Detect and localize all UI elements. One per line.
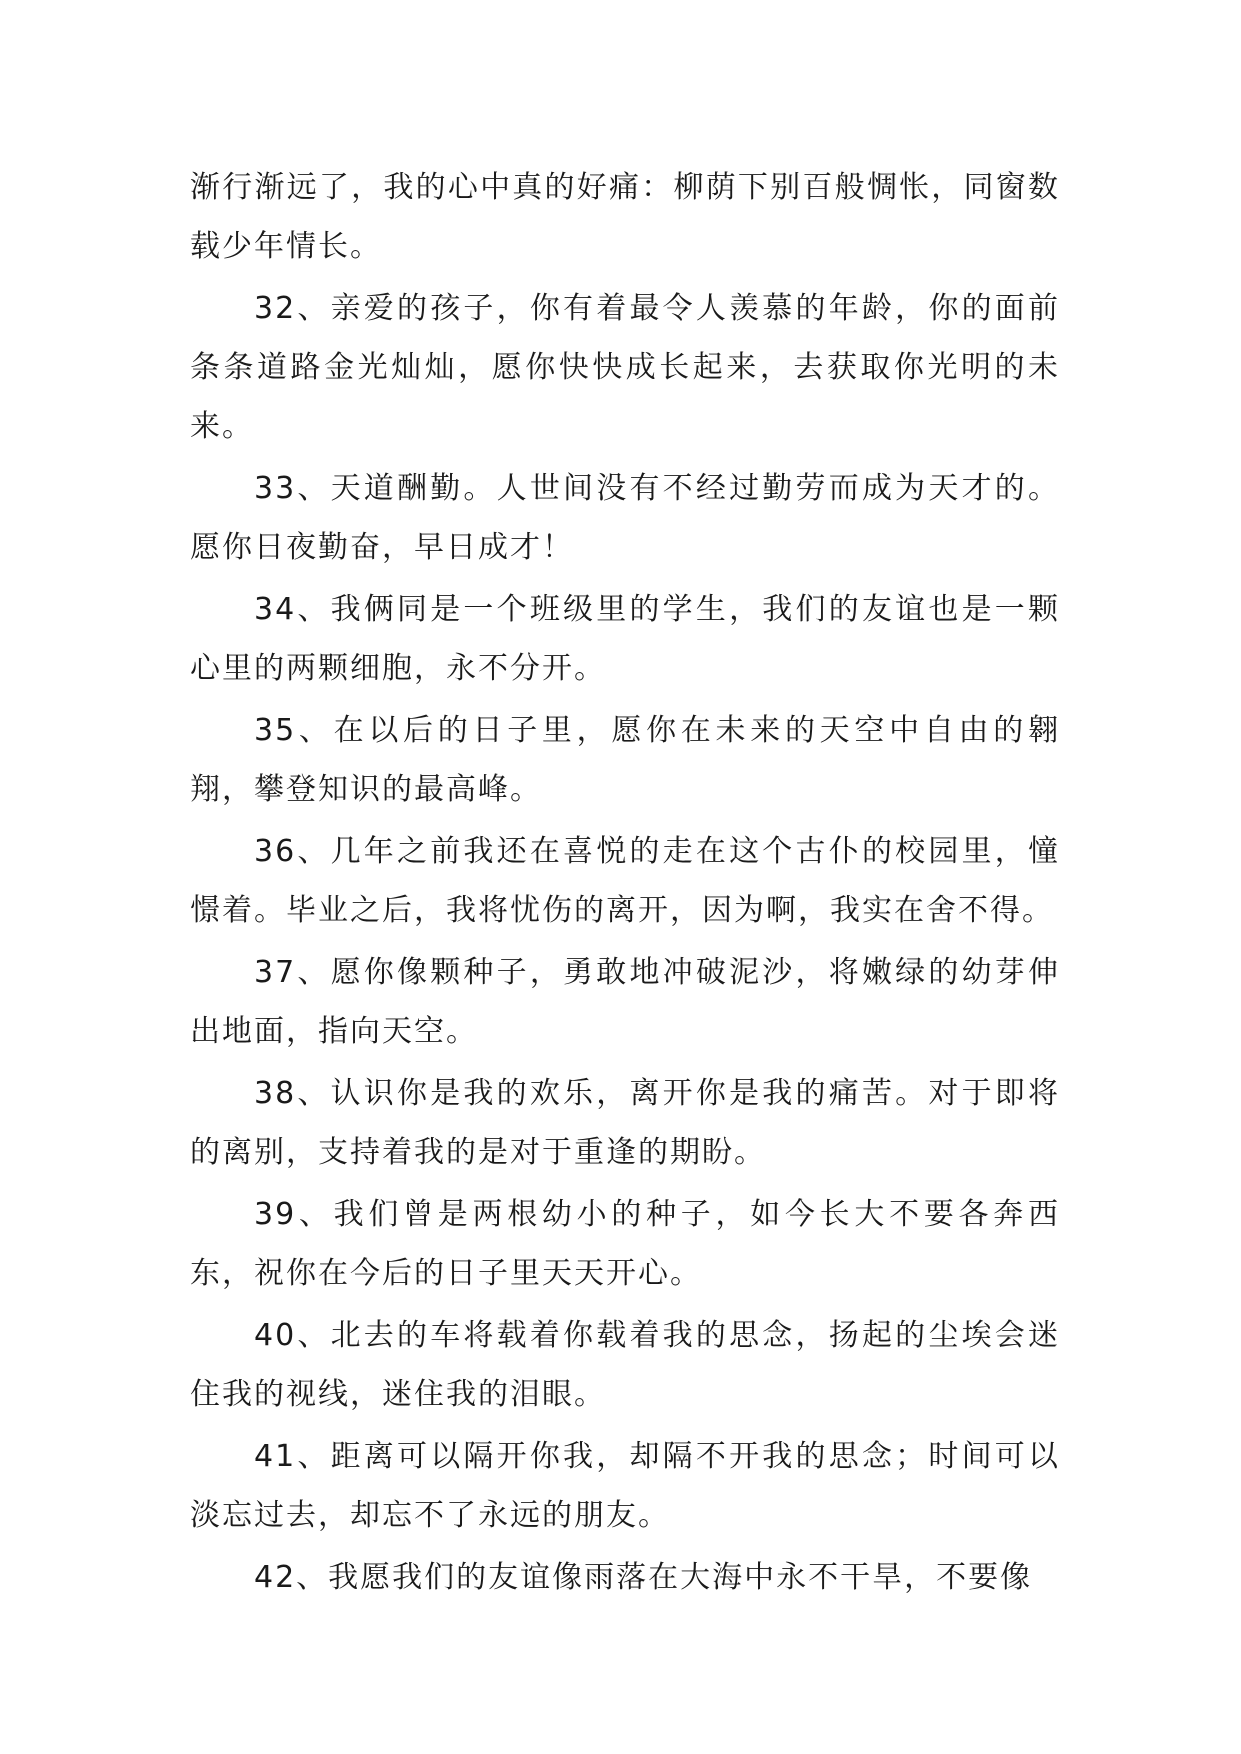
paragraph-41: 41、距离可以隔开你我，却隔不开我的思念；时间可以淡忘过去，却忘不了永远的朋友。 <box>190 1439 1060 1533</box>
paragraph-40: 40、北去的车将载着你载着我的思念，扬起的尘埃会迷住我的视线，迷住我的泪眼。 <box>190 1318 1060 1412</box>
paragraph-38: 38、认识你是我的欢乐，离开你是我的痛苦。对于即将的离别，支持着我的是对于重逢的期盼。 <box>190 1076 1060 1170</box>
paragraph-35: 35、在以后的日子里，愿你在未来的天空中自由的翱翔，攀登知识的最高峰。 <box>190 713 1060 807</box>
paragraph-39: 39、我们曾是两根幼小的种子，如今长大不要各奔西东，祝你在今后的日子里天天开心。 <box>190 1197 1060 1291</box>
paragraph-33: 33、天道酬勤。人世间没有不经过勤劳而成为天才的。愿你日夜勤奋，早日成才！ <box>190 471 1060 565</box>
document-body <box>190 158 1060 1610</box>
paragraph-42: 42、我愿我们的友谊像雨落在大海中永不干旱，不要像 <box>254 1560 1033 1595</box>
paragraph-34: 34、我俩同是一个班级里的学生，我们的友谊也是一颗心里的两颗细胞，永不分开。 <box>190 592 1060 686</box>
paragraph-36: 36、几年之前我还在喜悦的走在这个古仆的校园里，憧憬着。毕业之后，我将忧伤的离开，因为啊，我实在舍不得。 <box>190 834 1060 928</box>
paragraph-37: 37、愿你像颗种子，勇敢地冲破泥沙，将嫩绿的幼芽伸出地面，指向天空。 <box>190 955 1060 1049</box>
paragraph-continuation: 渐行渐远了，我的心中真的好痛：柳荫下别百般惆怅，同窗数载少年情长。 <box>190 170 1060 264</box>
paragraph-32: 32、亲爱的孩子，你有着最令人羡慕的年龄，你的面前条条道路金光灿灿，愿你快快成长起来，去获取你光明的未来。 <box>190 291 1060 444</box>
